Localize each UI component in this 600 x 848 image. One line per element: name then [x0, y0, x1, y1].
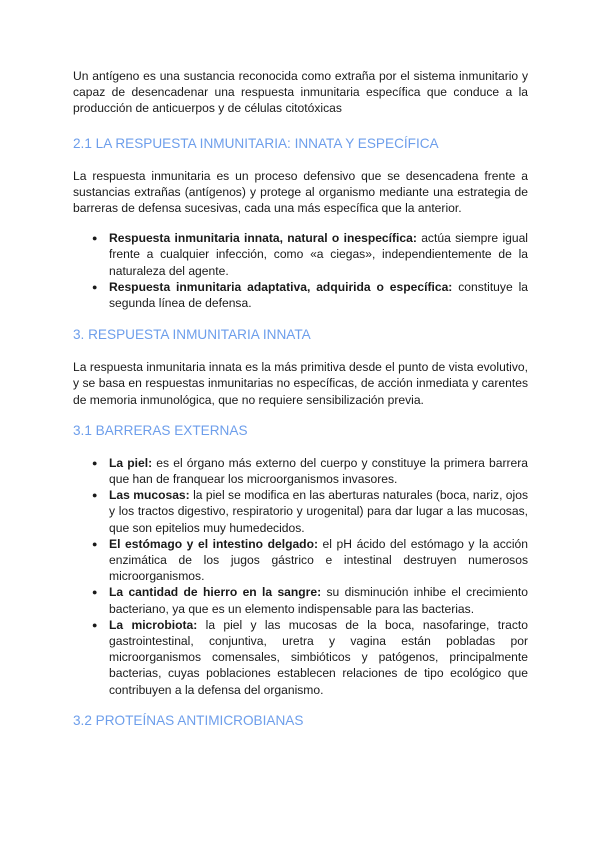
bullet-icon: ●	[92, 457, 98, 468]
list-item-term: El estómago y el intestino delgado:	[109, 536, 318, 551]
bullet-icon: ●	[92, 619, 98, 630]
list-item-term: La cantidad de hierro en la sangre:	[109, 585, 322, 600]
bullet-icon: ●	[92, 233, 98, 244]
heading-3-1: 3.1 BARRERAS EXTERNAS	[73, 422, 248, 438]
list-item-text: actúa siempre igual frente a cualquier infección, como «a ciegas», independientemente de la naturaleza del agente.	[109, 231, 528, 278]
heading-3-2: 3.2 PROTEÍNAS ANTIMICROBIANAS	[73, 712, 304, 728]
list-item-term: Respuesta inmunitaria innata, natural o inespecífica:	[109, 231, 417, 246]
list-item-text: la piel se modifica en las aberturas naturales (boca, nariz, ojos y los tractos digestivo, respiratorio y urogenital) para dar lugar a las mucosas, que son epitelios muy humedecidos.	[109, 488, 528, 535]
list-item	[92, 279, 528, 311]
list-item-text: constituye la segunda línea de defensa.	[109, 279, 528, 311]
bullet-icon: ●	[92, 490, 98, 501]
intro-paragraph: Un antígeno es una sustancia reconocida como extraña por el sistema inmunitario y capaz de desencadenar una respuesta inmunitaria específica que conduce a la producción de anticuerpos y de células citotóxicas	[73, 69, 528, 116]
list-item	[92, 536, 528, 585]
heading-2-1: 2.1 LA RESPUESTA INMUNITARIA: INNATA Y ESPECÍFICA	[73, 135, 439, 151]
list-item	[92, 455, 529, 487]
list-item-term: La piel:	[109, 455, 153, 470]
list-item	[92, 487, 528, 536]
list-item-term: Las mucosas:	[109, 488, 190, 503]
list-2-1	[73, 230, 528, 311]
paragraph-2-1: La respuesta inmunitaria es un proceso defensivo que se desencadena frente a sustancias extrañas (antígenos) y protege al organismo mediante una estrategia de barreras de defensa sucesivas, cada una más específica que la anterior.	[73, 168, 528, 216]
list-item-text: el pH ácido del estómago y la acción enzimática de los jugos gástrico e intestinal destruyen numerosos microorganismos.	[109, 536, 528, 584]
bullet-icon: ●	[92, 587, 98, 598]
bullet-icon: ●	[92, 538, 98, 549]
paragraph-3: La respuesta inmunitaria innata es la más primitiva desde el punto de vista evolutivo, y se basa en respuestas inmunitarias no específicas, de acción inmediata y carentes de memoria inmunológica, que no requiere sensibilización previa.	[73, 360, 528, 407]
list-item-text: la piel y las mucosas de la boca, nasofaringe, tracto gastrointestinal, conjuntiva, uretra y vagina están pobladas por microorganismos comensales, simbióticos y patógenos, principalmente bacterias, cuyas poblaciones establecen relaciones de tipo ecológico que contribuyen a la defensa del organismo.	[109, 617, 528, 697]
heading-3: 3. RESPUESTA INMUNITARIA INNATA	[73, 327, 311, 343]
list-item-term: Respuesta inmunitaria adaptativa, adquirida o específica:	[109, 279, 453, 294]
list-item-text: su disminución inhibe el crecimiento bacteriano, ya que es un elemento indispensable para las bacterias.	[109, 585, 528, 616]
list-item	[92, 584, 528, 616]
list-item	[92, 617, 528, 698]
list-item	[92, 230, 528, 279]
list-item-term: La microbiota:	[109, 617, 198, 632]
list-item-text: es el órgano más externo del cuerpo y constituye la primera barrera que han de franquear los microorganismos invasores.	[109, 455, 529, 487]
bullet-icon: ●	[92, 281, 98, 292]
list-3-1	[73, 455, 528, 698]
